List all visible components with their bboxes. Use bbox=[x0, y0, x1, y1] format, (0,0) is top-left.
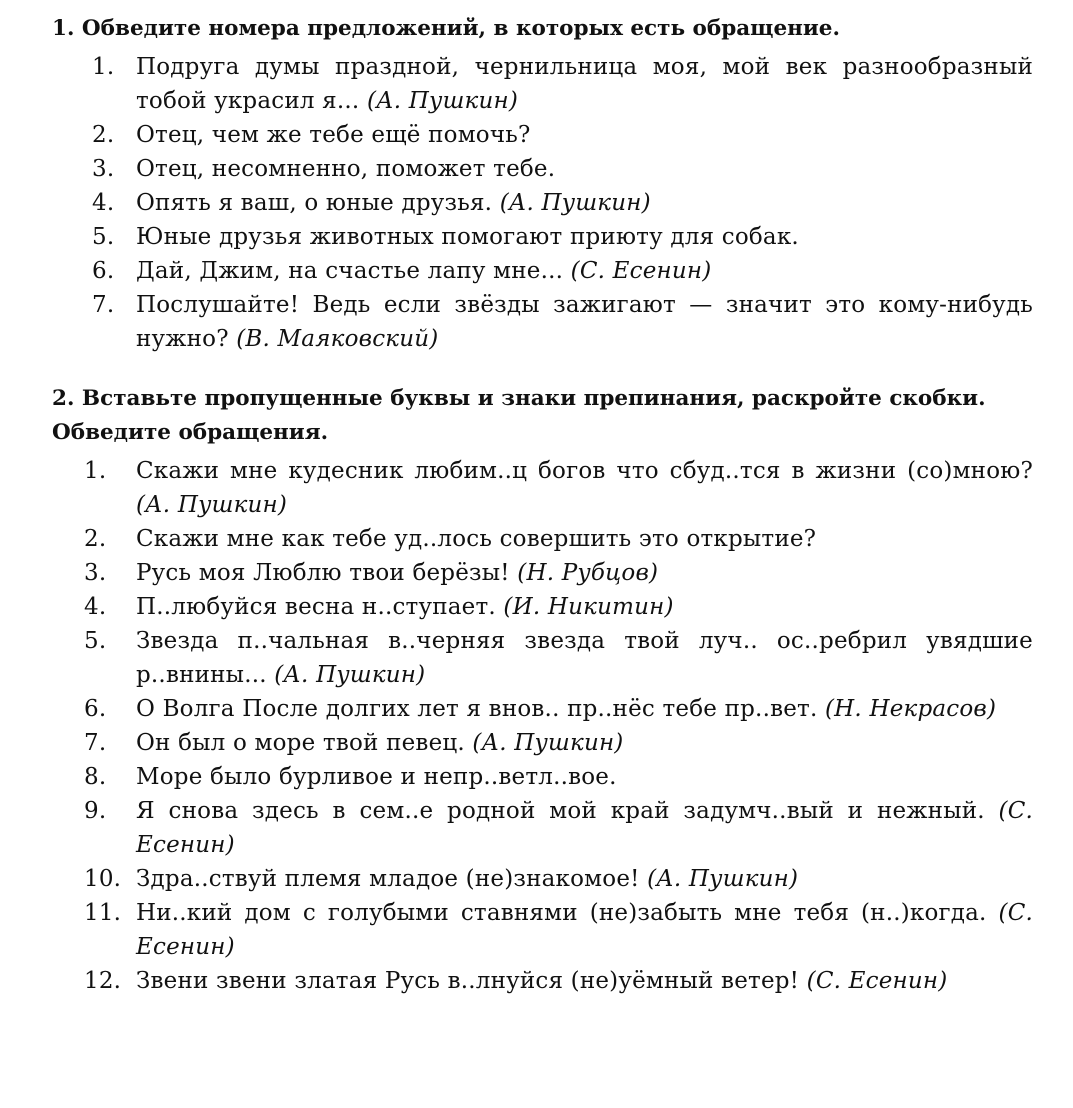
item-number: 2. bbox=[92, 122, 115, 148]
sentence-text: Звени звени златая Русь в..лнуйся (не)уёмный ветер! bbox=[136, 968, 800, 994]
sentence-text: Скажи мне как тебе уд..лось совершить это открытие? bbox=[136, 526, 817, 552]
sentence-text: Опять я ваш, о юные друзья. bbox=[136, 190, 493, 216]
item-number: 12. bbox=[84, 968, 122, 994]
list-item bbox=[84, 590, 1033, 624]
sentence-text: Он был о море твой певец. bbox=[136, 730, 465, 756]
author-attribution: (Н. Некрасов) bbox=[825, 696, 997, 722]
list-item bbox=[92, 288, 1033, 356]
sentence-text: Отец, чем же тебе ещё помочь? bbox=[136, 122, 531, 148]
item-number: 6. bbox=[84, 696, 107, 722]
list-item bbox=[84, 794, 1034, 862]
sentence-text: Я снова здесь в сем..е родной мой край задумч..вый и нежный. bbox=[136, 798, 985, 824]
author-attribution: (И. Никитин) bbox=[503, 594, 674, 620]
sentence-text: Ни..кий дом с голубыми ставнями (не)забыть мне тебя (н..)когда. bbox=[136, 900, 987, 926]
item-number: 1. bbox=[92, 54, 115, 80]
author-attribution: (А. Пушкин) bbox=[136, 492, 288, 518]
item-number: 8. bbox=[84, 764, 107, 790]
sentence-text: Дай, Джим, на счастье лапу мне... bbox=[136, 258, 564, 284]
list-item bbox=[84, 454, 1033, 522]
author-attribution: (А. Пушкин) bbox=[499, 190, 651, 216]
author-attribution: (С. Есенин) bbox=[570, 258, 712, 284]
author-attribution: (С. Есенин) bbox=[136, 900, 1033, 960]
item-number: 1. bbox=[84, 458, 107, 484]
author-attribution: (А. Пушкин) bbox=[472, 730, 624, 756]
item-number: 9. bbox=[84, 798, 107, 824]
author-attribution: (А. Пушкин) bbox=[274, 662, 426, 688]
list-item bbox=[84, 522, 1033, 556]
item-number: 7. bbox=[92, 292, 115, 318]
author-attribution: (А. Пушкин) bbox=[647, 866, 799, 892]
task-2-list bbox=[52, 454, 1033, 998]
sentence-text: Звезда п..чальная в..черняя звезда твой луч.. ос..ребрил увядшие р..внины... bbox=[136, 628, 1033, 688]
item-number: 4. bbox=[84, 594, 107, 620]
list-item bbox=[84, 964, 1033, 998]
list-item bbox=[92, 220, 1033, 254]
sentence-text: Море было бурливое и непр..ветл..вое. bbox=[136, 764, 617, 790]
list-item bbox=[84, 862, 1033, 896]
item-number: 2. bbox=[84, 526, 107, 552]
author-attribution: (В. Маяковский) bbox=[236, 326, 439, 352]
list-item bbox=[92, 254, 1033, 288]
list-item bbox=[92, 118, 1033, 152]
list-item bbox=[84, 726, 1033, 760]
list-item bbox=[84, 556, 1033, 590]
item-number: 4. bbox=[92, 190, 115, 216]
item-number: 3. bbox=[92, 156, 115, 182]
sentence-text: Юные друзья животных помогают приюту для собак. bbox=[136, 224, 799, 250]
sentence-text: П..любуйся весна н..ступает. bbox=[136, 594, 496, 620]
list-item bbox=[92, 50, 1033, 118]
task-2 bbox=[52, 382, 1033, 998]
sentence-text: Подруга думы праздной, чернильница моя, мой век разнообразный тобой украсил я... bbox=[136, 54, 1033, 114]
task-1 bbox=[52, 12, 1033, 356]
sentence-text: Скажи мне кудесник любим..ц богов что сбуд..тся в жизни (со)мною? bbox=[136, 458, 1033, 484]
list-item bbox=[84, 896, 1033, 964]
list-item bbox=[84, 624, 1033, 692]
item-number: 6. bbox=[92, 258, 115, 284]
author-attribution: (Н. Рубцов) bbox=[517, 560, 659, 586]
task-2-title: 2. Вставьте пропущенные буквы и знаки препинания, раскройте скобки. Обведите обращения. bbox=[52, 386, 986, 445]
sentence-text: Отец, несомненно, поможет тебе. bbox=[136, 156, 556, 182]
sentence-text: О Волга После долгих лет я внов.. пр..нёс тебе пр..вет. bbox=[136, 696, 818, 722]
list-item bbox=[92, 152, 1033, 186]
author-attribution: (С. Есенин) bbox=[806, 968, 948, 994]
author-attribution: (С. Есенин) bbox=[136, 798, 1034, 858]
item-number: 11. bbox=[84, 900, 122, 926]
item-number: 5. bbox=[92, 224, 115, 250]
list-item bbox=[84, 760, 1033, 794]
task-1-list bbox=[52, 50, 1033, 356]
author-attribution: (А. Пушкин) bbox=[366, 88, 519, 114]
sentence-text: Послушайте! Ведь если звёзды зажигают — значит это кому-нибудь нужно? bbox=[136, 292, 1033, 352]
item-number: 3. bbox=[84, 560, 107, 586]
item-number: 7. bbox=[84, 730, 107, 756]
item-number: 5. bbox=[84, 628, 107, 654]
list-item bbox=[92, 186, 1033, 220]
list-item bbox=[84, 692, 1033, 726]
item-number: 10. bbox=[84, 866, 122, 892]
sentence-text: Здра..ствуй племя младое (не)знакомое! bbox=[136, 866, 640, 892]
sentence-text: Русь моя Люблю твои берёзы! bbox=[136, 560, 510, 586]
task-1-title: 1. Обведите номера предложений, в которых есть обращение. bbox=[52, 16, 840, 41]
